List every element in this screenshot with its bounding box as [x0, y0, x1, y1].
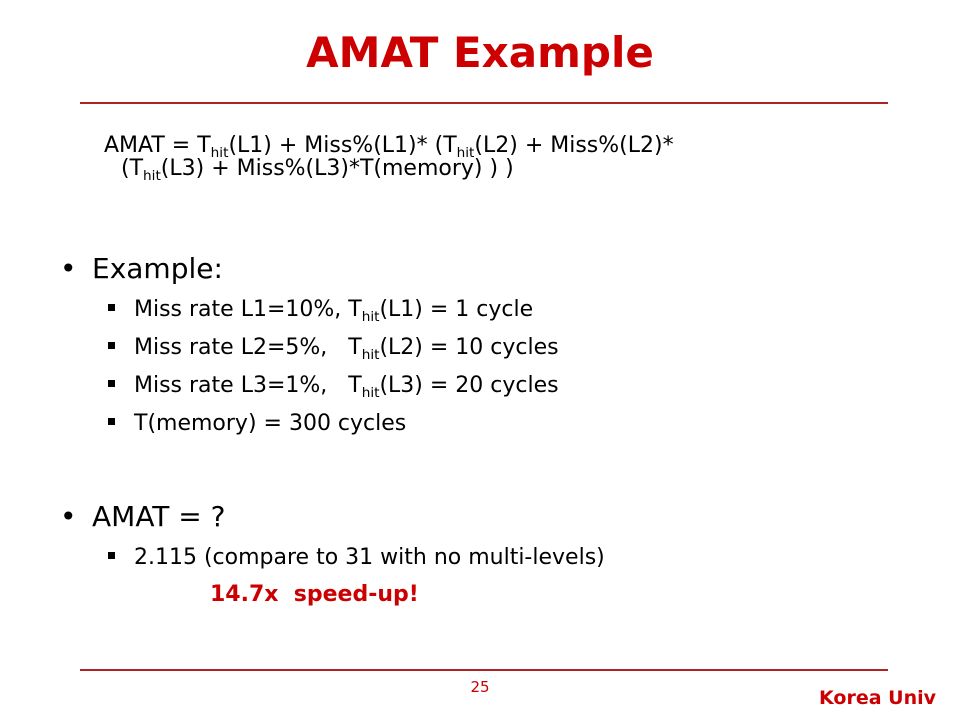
- amat-bullet: [60, 500, 226, 534]
- formula-subscript: hit: [210, 144, 229, 161]
- slide-title: AMAT Example: [306, 28, 654, 77]
- page-number: 25: [470, 678, 490, 696]
- item-subscript: hit: [361, 346, 380, 363]
- formula-line-2: [104, 156, 864, 184]
- item-subscript: hit: [361, 308, 380, 325]
- example-bullet: [60, 252, 223, 286]
- bullet-dot-icon: •: [60, 252, 77, 285]
- item-text: T(memory) = 300 cycles: [134, 411, 407, 436]
- example-heading: Example:: [92, 252, 223, 285]
- formula-part: (L1) + Miss%(L1)* (T: [228, 133, 457, 158]
- amat-list: [108, 544, 605, 582]
- square-bullet-icon: [108, 418, 115, 425]
- brand-label: Korea Univ: [819, 687, 936, 709]
- list-item: [108, 544, 605, 582]
- formula-part: AMAT = T: [104, 133, 211, 158]
- square-bullet-icon: [108, 342, 115, 349]
- title-divider: [80, 102, 888, 104]
- footer-divider: [80, 669, 888, 671]
- formula-part: (L2) + Miss%(L2)*: [474, 133, 674, 158]
- amat-heading: AMAT = ?: [92, 500, 226, 533]
- item-text: (L2) = 10 cycles: [379, 335, 559, 360]
- list-item: [108, 296, 559, 334]
- item-text: (L3) = 20 cycles: [379, 373, 559, 398]
- formula-part: (L3) + Miss%(L3)*T(memory) ) ): [160, 156, 514, 182]
- item-text: (L1) = 1 cycle: [379, 297, 534, 322]
- list-item: [108, 372, 559, 410]
- bullet-dot-icon: •: [60, 500, 77, 533]
- item-subscript: hit: [361, 384, 380, 401]
- square-bullet-icon: [108, 552, 115, 559]
- example-list: [108, 296, 559, 448]
- amat-formula: [104, 133, 864, 184]
- item-text: Miss rate L3=1%, T: [134, 373, 362, 398]
- formula-part: (T: [121, 156, 144, 182]
- square-bullet-icon: [108, 380, 115, 387]
- square-bullet-icon: [108, 304, 115, 311]
- item-text: Miss rate L2=5%, T: [134, 335, 362, 360]
- formula-subscript: hit: [143, 167, 161, 184]
- amat-answer: 2.115 (compare to 31 with no multi-levels): [134, 545, 605, 570]
- list-item: [108, 410, 559, 448]
- list-item: [108, 334, 559, 372]
- formula-subscript: hit: [456, 144, 475, 161]
- item-text: Miss rate L1=10%, T: [134, 297, 362, 322]
- speedup-callout: 14.7x speed-up!: [210, 582, 419, 607]
- formula-line-1: [104, 133, 674, 161]
